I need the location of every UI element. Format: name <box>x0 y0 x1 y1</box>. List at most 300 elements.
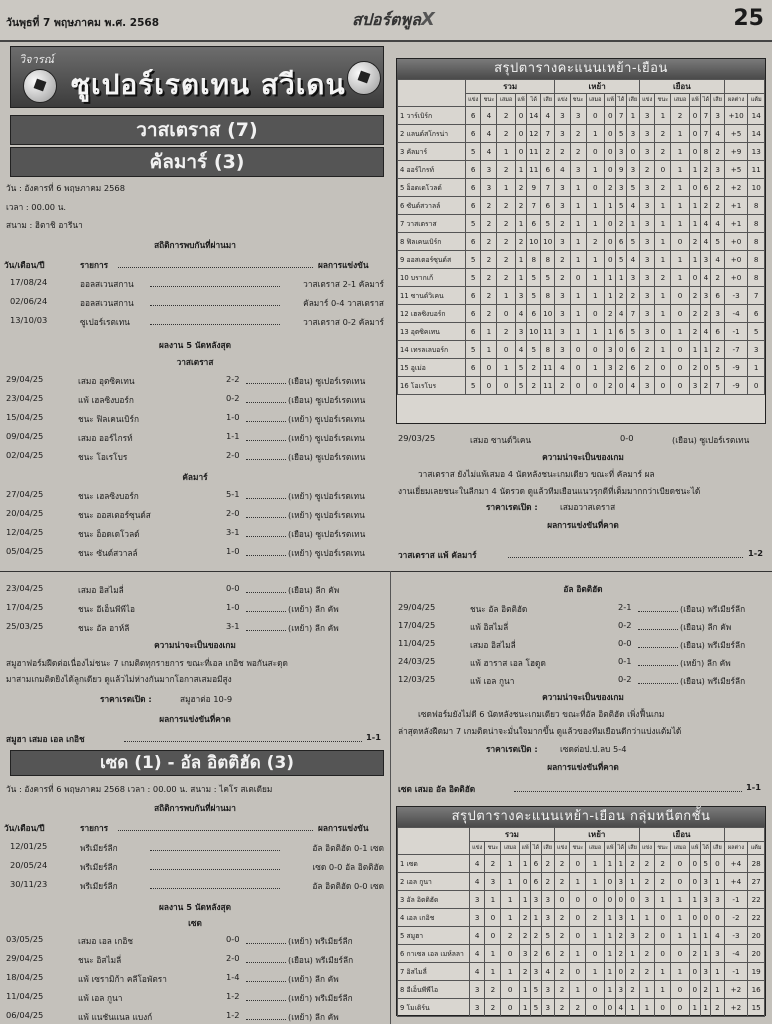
form-date: 06/04/25 <box>6 1010 44 1020</box>
stat-cell: -7 <box>724 341 748 359</box>
stat-cell: 0 <box>655 945 671 963</box>
stat-cell: 2 <box>554 927 569 945</box>
stat-cell: 5 <box>616 197 626 215</box>
h2h-competition: พรีเมียร์ลีก <box>80 862 118 872</box>
stat-cell: 4 <box>470 963 485 981</box>
column-header: ได้ <box>531 842 541 855</box>
stat-cell: 8 <box>541 341 555 359</box>
stat-cell: 3 <box>616 143 626 161</box>
stat-cell: 1 <box>639 981 654 999</box>
column-header: เสีย <box>541 94 555 107</box>
stat-cell: 0 <box>701 909 711 927</box>
team-name: 5 อ็อดเดโวลด์ <box>398 179 466 197</box>
stat-cell: 2 <box>711 197 724 215</box>
stat-cell: 5 <box>527 269 541 287</box>
stat-cell: 14 <box>748 107 765 125</box>
stat-cell: 3 <box>701 251 711 269</box>
stat-cell: 0 <box>515 107 526 125</box>
stat-cell: 7 <box>626 305 639 323</box>
stat-cell: 0 <box>515 125 526 143</box>
stat-cell: 0 <box>501 945 519 963</box>
stat-cell: 2 <box>554 855 569 873</box>
stat-cell: 2 <box>481 251 497 269</box>
chance2-line-1: เซดฟอร์มยังไม่ดี 6 นัดหลังชนะเกมเดียว ขณะที่อัล อิตติฮัด เพิ่งฟื้นเกม <box>418 709 665 719</box>
form-opponent: ชนะ โอเรโบร <box>78 452 128 462</box>
form-date: 24/03/25 <box>398 656 436 666</box>
prediction-score: 1-2 <box>748 548 763 558</box>
column-header: เสมอ <box>497 94 515 107</box>
stat-cell: 3 <box>639 107 654 125</box>
column-header: ได้ <box>701 842 711 855</box>
stat-cell: 1 <box>689 341 700 359</box>
form-venue: (เหย้า) พรีเมียร์ลีก <box>288 936 353 946</box>
stat-cell: 13 <box>748 143 765 161</box>
stat-cell: 6 <box>541 161 555 179</box>
stat-cell: 3 <box>626 161 639 179</box>
stat-cell: 2 <box>481 269 497 287</box>
stat-cell: 1 <box>671 143 689 161</box>
stat-cell: 4 <box>481 107 497 125</box>
stat-cell: 2 <box>711 143 724 161</box>
form-date: 12/04/25 <box>6 527 44 537</box>
chance2-line-2: ล่าสุดหลังฝืดมา 7 เกมติดน่าจะมั่นใจมากขึ้น ดูแล้วของทีมเยือนดีกว่าแบ่งแต้มได้ <box>398 726 682 736</box>
h2h-col-comp: รายการ <box>80 260 109 270</box>
h2h-title-2: สถิติการพบกันที่ผ่านมา <box>154 803 236 813</box>
stat-cell: 0 <box>604 999 615 1017</box>
team-name: 3 อัล อิตติฮัด <box>398 891 470 909</box>
column-header: ได้ <box>701 94 711 107</box>
stat-cell: 4 <box>541 963 554 981</box>
stat-cell: 2 <box>605 377 616 395</box>
stat-cell: -1 <box>724 323 748 341</box>
form-venue: (เยือน) พรีเมียร์ลีก <box>288 955 354 965</box>
table-row <box>398 125 765 143</box>
stat-cell: 0 <box>671 855 689 873</box>
stat-cell: +10 <box>724 107 748 125</box>
form-date: 17/04/25 <box>398 620 436 630</box>
stat-cell: 2 <box>626 287 639 305</box>
stat-cell: +5 <box>724 125 748 143</box>
stat-cell: 3 <box>639 305 654 323</box>
stat-cell: +1 <box>724 215 748 233</box>
stat-cell: 2 <box>616 927 626 945</box>
column-header: ชนะ <box>570 842 586 855</box>
stat-cell: 1 <box>701 999 711 1017</box>
stat-cell: 3 <box>639 197 654 215</box>
h2h-2-col-comp: รายการ <box>80 823 109 833</box>
stat-cell: 3 <box>541 891 554 909</box>
stat-cell: 1 <box>616 269 626 287</box>
stat-cell: 0 <box>655 359 671 377</box>
stat-cell: 0 <box>671 341 689 359</box>
form-date: 18/04/25 <box>6 972 44 982</box>
form-opponent: เสมอ ออร์ไกรท์ <box>78 433 133 443</box>
stat-cell: 1 <box>501 891 519 909</box>
stat-cell: 0 <box>586 377 604 395</box>
h2h-result: อัล อิตติฮัด 0-1 เซด <box>312 843 384 853</box>
stat-cell: 1 <box>531 909 541 927</box>
stat-cell: 1 <box>519 999 530 1017</box>
form-venue: (เหย้า) ซูเปอร์เรตเทน <box>288 510 365 520</box>
form-date: 25/03/25 <box>6 621 44 631</box>
home-form-title-2: เซด <box>188 918 202 928</box>
stat-cell: 2 <box>497 215 515 233</box>
stat-cell: 0 <box>655 927 671 945</box>
column-header: แข่ง <box>555 94 570 107</box>
away-form-title: คัลมาร์ <box>182 472 208 482</box>
stat-cell: 5 <box>466 251 481 269</box>
stat-cell: 2 <box>497 233 515 251</box>
form-venue: (เหย้า) ลีก คัพ <box>288 1012 339 1022</box>
stat-cell: 6 <box>701 179 711 197</box>
stat-cell: 5 <box>701 855 711 873</box>
stat-cell: 2 <box>639 963 654 981</box>
form-venue: (เหย้า) ซูเปอร์เรตเทน <box>288 433 365 443</box>
stat-cell: 3 <box>639 377 654 395</box>
stat-cell: 6 <box>541 197 555 215</box>
team-name: 7 อิสไมลี่ <box>398 963 470 981</box>
stat-cell: 2 <box>639 341 654 359</box>
h2h-result: อัล อิตติฮัด 0-0 เซด <box>312 881 384 891</box>
match-venue: สนาม : ฮิตาชิ อารีนา <box>6 220 83 230</box>
stat-cell: 27 <box>748 873 765 891</box>
stat-cell: 5 <box>466 215 481 233</box>
stat-cell: 4 <box>481 125 497 143</box>
column-header: เสมอ <box>501 842 519 855</box>
stat-cell: 1 <box>515 161 526 179</box>
stat-cell: 0 <box>570 855 586 873</box>
team-name: 9 โมเดิร์น <box>398 999 470 1017</box>
form-score: 0-0 <box>226 583 240 593</box>
stat-cell: 1 <box>586 125 604 143</box>
stat-cell: 0 <box>655 999 671 1017</box>
h2h-2-col-date: วัน/เดือน/ปี <box>4 823 45 833</box>
stat-cell: 3 <box>481 161 497 179</box>
prediction-text: วาสเตราส แพ้ คัลมาร์ <box>398 550 477 560</box>
stat-cell: 1 <box>671 125 689 143</box>
stat-cell: 0 <box>671 233 689 251</box>
stat-cell: 0 <box>586 981 604 999</box>
stat-cell: 8 <box>748 269 765 287</box>
stat-cell: 3 <box>555 287 570 305</box>
stat-cell: 1 <box>671 909 689 927</box>
stat-cell: 3 <box>639 215 654 233</box>
table-row <box>398 873 765 891</box>
stat-cell: 5 <box>531 999 541 1017</box>
stat-cell: 0 <box>626 143 639 161</box>
stat-cell: 2 <box>639 161 654 179</box>
form-opponent: เสมอ อิสไมลี่ <box>78 585 124 595</box>
stat-cell: 3 <box>515 323 526 341</box>
stat-cell: 1 <box>604 855 615 873</box>
h2h-date: 20/05/24 <box>10 860 48 870</box>
stat-cell: 2 <box>541 143 555 161</box>
stat-cell: 0 <box>689 125 700 143</box>
stat-cell: 14 <box>748 125 765 143</box>
stat-cell: 1 <box>497 179 515 197</box>
table-row <box>398 143 765 161</box>
stat-cell: 3 <box>626 125 639 143</box>
form-opponent: ชนะ อีเอ็นพีพีไอ <box>78 604 135 614</box>
form-score: 2-0 <box>226 508 240 518</box>
prediction-title-2: ผลการแข่งขันที่คาด <box>159 714 231 724</box>
column-header: ผลต่าง <box>724 94 748 107</box>
column-header: ชนะ <box>655 94 671 107</box>
form-score: 1-0 <box>226 412 240 422</box>
stat-cell: 0 <box>605 215 616 233</box>
stat-cell: 1 <box>570 197 586 215</box>
stat-cell: 3 <box>570 161 586 179</box>
stat-cell: 2 <box>541 873 554 891</box>
stat-cell: 0 <box>485 927 501 945</box>
h2h-date: 02/06/24 <box>10 296 48 306</box>
stat-cell: 1 <box>655 305 671 323</box>
group-header: รวม <box>466 80 555 94</box>
relegation-grid <box>397 827 765 1017</box>
stat-cell: 3 <box>555 341 570 359</box>
stat-cell: 4 <box>616 305 626 323</box>
stat-cell: +0 <box>724 251 748 269</box>
stat-cell: 10 <box>527 233 541 251</box>
form-score: 1-0 <box>226 602 240 612</box>
column-header: แข่ง <box>554 842 569 855</box>
stat-cell: 5 <box>531 981 541 999</box>
team-name: 2 แลนด์สโกรน่า <box>398 125 466 143</box>
stat-cell: 2 <box>655 873 671 891</box>
form-date: 29/04/25 <box>398 602 436 612</box>
stat-cell: 1 <box>519 891 530 909</box>
column-header: เสีย <box>626 94 639 107</box>
stat-cell: 11 <box>527 161 541 179</box>
stat-cell: 0 <box>605 143 616 161</box>
standings-table <box>396 58 766 424</box>
stat-cell: 7 <box>541 125 555 143</box>
stat-cell: 2 <box>481 305 497 323</box>
h2h-competition: ซูเปอร์เรตเทน <box>80 317 130 327</box>
form-opponent: ชนะ ฟิลเคนเบิร์ก <box>78 414 139 424</box>
stat-cell: 3 <box>639 269 654 287</box>
team-name: 9 ออสเตอร์ซุนด์ส <box>398 251 466 269</box>
stat-cell: 2 <box>531 927 541 945</box>
stat-cell: 0 <box>671 999 689 1017</box>
form-opponent: เสมอ อิสไมลี่ <box>470 640 516 650</box>
stat-cell: 0 <box>671 359 689 377</box>
stat-cell: 1 <box>671 161 689 179</box>
section-banner <box>10 46 384 108</box>
team-name: 4 ออร์ไกรท์ <box>398 161 466 179</box>
stat-cell: +4 <box>724 855 748 873</box>
stat-cell: 4 <box>555 359 570 377</box>
stat-cell: 1 <box>497 287 515 305</box>
stat-cell: 8 <box>527 251 541 269</box>
stat-cell: -2 <box>724 909 748 927</box>
stat-cell: 1 <box>711 873 724 891</box>
h2h-date: 12/01/25 <box>10 841 48 851</box>
stat-cell: 0 <box>655 323 671 341</box>
form-opponent: เสมอ เอล เกอิช <box>78 936 134 946</box>
team-name: 16 โอเรโบร <box>398 377 466 395</box>
stat-cell: 3 <box>555 197 570 215</box>
stat-cell: 6 <box>531 873 541 891</box>
stat-cell: 4 <box>515 305 526 323</box>
stat-cell: 1 <box>639 999 654 1017</box>
team-name: 6 กาเซล เอล เมห์ลลา <box>398 945 470 963</box>
column-header: แพ้ <box>689 842 700 855</box>
stat-cell: 2 <box>570 143 586 161</box>
stat-cell: 0 <box>655 161 671 179</box>
stat-cell: 3 <box>555 323 570 341</box>
form-venue: (เหย้า) ลีก คัพ <box>288 623 339 633</box>
stat-cell: 3 <box>711 107 724 125</box>
stat-cell: 2 <box>481 197 497 215</box>
stat-cell: 5 <box>626 233 639 251</box>
form-title: ผลงาน 5 นัดหลังสุด <box>159 340 231 350</box>
stat-cell: 3 <box>639 125 654 143</box>
stat-cell: 1 <box>570 981 586 999</box>
stat-cell: 1 <box>701 945 711 963</box>
stat-cell: 2 <box>515 233 526 251</box>
stat-cell: 2 <box>671 107 689 125</box>
stat-cell: 7 <box>711 377 724 395</box>
form-date: 20/04/25 <box>6 508 44 518</box>
stat-cell: 5 <box>616 251 626 269</box>
stat-cell: 2 <box>701 981 711 999</box>
stat-cell: 0 <box>586 305 604 323</box>
stat-cell: 1 <box>655 233 671 251</box>
stat-cell: 1 <box>570 323 586 341</box>
stat-cell: 2 <box>655 269 671 287</box>
h2h-2-col-result: ผลการแข่งขัน <box>318 823 369 833</box>
table-row <box>398 927 765 945</box>
table-row <box>398 215 765 233</box>
form-date: 17/04/25 <box>6 602 44 612</box>
stat-cell: 1 <box>655 981 671 999</box>
stat-cell: 1 <box>570 305 586 323</box>
stat-cell: 5 <box>466 269 481 287</box>
stat-cell: 2 <box>554 963 569 981</box>
stat-cell: 3 <box>701 873 711 891</box>
stat-cell: 1 <box>689 999 700 1017</box>
stat-cell: 3 <box>639 251 654 269</box>
relegation-table <box>396 806 766 1016</box>
football-icon <box>347 61 381 95</box>
form-score: 5-1 <box>226 489 240 499</box>
stat-cell: 3 <box>616 179 626 197</box>
table-row <box>398 251 765 269</box>
stat-cell: -9 <box>724 377 748 395</box>
stat-cell: 1 <box>655 963 671 981</box>
stat-cell: 1 <box>626 999 639 1017</box>
stat-cell: 3 <box>701 287 711 305</box>
stat-cell: +5 <box>724 161 748 179</box>
table-row <box>398 981 765 999</box>
form-venue: (เยือน) ซูเปอร์เรตเทน <box>672 435 750 445</box>
table-row <box>398 377 765 395</box>
stat-cell: 3 <box>515 287 526 305</box>
form-date: 29/04/25 <box>6 374 44 384</box>
stat-cell: 16 <box>748 981 765 999</box>
team-name: 7 วาสเตราส <box>398 215 466 233</box>
stat-cell: 1 <box>604 927 615 945</box>
team-col <box>398 80 466 107</box>
form-score: 0-2 <box>618 620 632 630</box>
stat-cell: 1 <box>586 855 604 873</box>
stat-cell: 8 <box>701 143 711 161</box>
stat-cell: 6 <box>466 197 481 215</box>
form-venue: (เหย้า) พรีเมียร์ลีก <box>288 993 353 1003</box>
stat-cell: 5 <box>527 287 541 305</box>
stat-cell: 3 <box>481 179 497 197</box>
stat-cell: -1 <box>724 891 748 909</box>
stat-cell: 1 <box>605 287 616 305</box>
form-date: 11/04/25 <box>6 991 44 1001</box>
form-date: 02/04/25 <box>6 450 44 460</box>
chance-title: ความน่าจะเป็นของเกม <box>542 452 624 462</box>
stat-cell: 3 <box>626 927 639 945</box>
stat-cell: 0 <box>570 359 586 377</box>
stat-cell: 3 <box>639 323 654 341</box>
stat-cell: 2 <box>655 143 671 161</box>
form-venue: (เยือน) พรีเมียร์ลีก <box>680 640 746 650</box>
column-header: ผลต่าง <box>724 842 748 855</box>
stat-cell: 1 <box>497 359 515 377</box>
table-row <box>398 107 765 125</box>
stat-cell: 1 <box>671 323 689 341</box>
form-opponent: ชนะ อัล อาห์ลี <box>78 623 130 633</box>
stat-cell: 3 <box>689 377 700 395</box>
form-opponent: แพ้ เฮลซิงบอร์ก <box>78 395 134 405</box>
stat-cell: 3 <box>639 891 654 909</box>
stat-cell: 20 <box>748 945 765 963</box>
stat-cell: 1 <box>655 287 671 305</box>
form-venue: (เยือน) ซูเปอร์เรตเทน <box>288 529 366 539</box>
column-header: เสมอ <box>586 842 604 855</box>
column-header: เสมอ <box>671 94 689 107</box>
stat-cell: 1 <box>671 197 689 215</box>
stat-cell: 1 <box>570 287 586 305</box>
stat-cell: 19 <box>748 963 765 981</box>
stat-cell: 0 <box>497 305 515 323</box>
stat-cell: 4 <box>711 251 724 269</box>
stat-cell: 2 <box>639 359 654 377</box>
stat-cell: 1 <box>671 927 689 945</box>
team-name: 2 เอล กูนา <box>398 873 470 891</box>
stat-cell: 4 <box>701 233 711 251</box>
form-score: 2-0 <box>226 450 240 460</box>
h2h-result: คัลมาร์ 0-4 วาสเตราส <box>303 298 384 308</box>
stat-cell: 1 <box>586 215 604 233</box>
page-header <box>0 0 772 42</box>
stat-cell: 0 <box>497 341 515 359</box>
stat-cell: 3 <box>639 233 654 251</box>
stat-cell: 2 <box>554 981 569 999</box>
stat-cell: 1 <box>501 909 519 927</box>
match-banner-2: เซด (1) - อัล อิตติฮัด (3) <box>10 750 384 776</box>
stat-cell: 3 <box>701 963 711 981</box>
stat-cell: 5 <box>541 927 554 945</box>
stat-cell: 2 <box>481 233 497 251</box>
stat-cell: 3 <box>470 891 485 909</box>
form-venue: (เยือน) ลีก คัพ <box>680 622 732 632</box>
stat-cell: 5 <box>616 125 626 143</box>
stat-cell: 2 <box>655 125 671 143</box>
stat-cell: 22 <box>748 909 765 927</box>
table-row <box>398 359 765 377</box>
stat-cell: 5 <box>541 215 555 233</box>
form-opponent: ชนะ ซันด์สวาลล์ <box>78 548 138 558</box>
form-score: 0-0 <box>620 433 634 443</box>
stat-cell: 0 <box>605 107 616 125</box>
